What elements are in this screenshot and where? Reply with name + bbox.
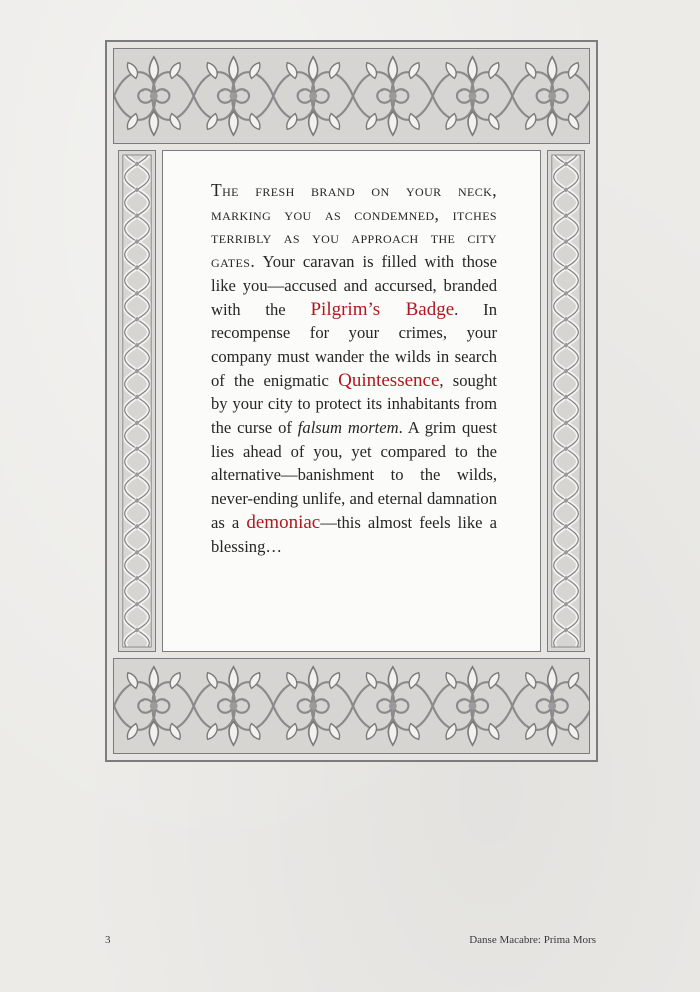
page-number: 3 [105, 934, 111, 946]
body-segment-2: . In recompense for your crimes, your company must wander the wilds in search of the enigmatic [211, 299, 497, 390]
opening-smallcaps: The fresh brand on your neck, marking you as condemned, itches terribly as you approach the city gates. [211, 180, 497, 272]
body-segment-5: —this almost feels like a blessing… [211, 512, 497, 556]
term-pilgrims-badge: Pilgrim’s Badge [310, 298, 455, 320]
body-segment-1: Your caravan is filled with those like you—accused and accursed, branded with the [211, 252, 497, 319]
body-segment-3: , sought by your city to protect its inhabitants from the curse of [211, 370, 497, 438]
intro-paragraph [211, 179, 497, 558]
bottom-ornament-band [113, 658, 590, 754]
running-title: Danse Macabre: Prima Mors [469, 934, 596, 946]
term-quintessence: Quintessence [338, 369, 440, 391]
top-ornament-band [113, 48, 590, 144]
right-knotwork-border [547, 150, 585, 652]
term-falsum-mortem: falsum mortem [297, 418, 399, 438]
ornamental-frame [105, 40, 598, 762]
text-panel [162, 150, 541, 652]
term-demoniac: demoniac [246, 511, 321, 533]
left-knotwork-border [118, 150, 156, 652]
body-segment-4: . A grim quest lies ahead of you, yet compared to the alternative—banishment to the wilds, never-ending unlife, and eternal damnation as a [211, 418, 497, 532]
